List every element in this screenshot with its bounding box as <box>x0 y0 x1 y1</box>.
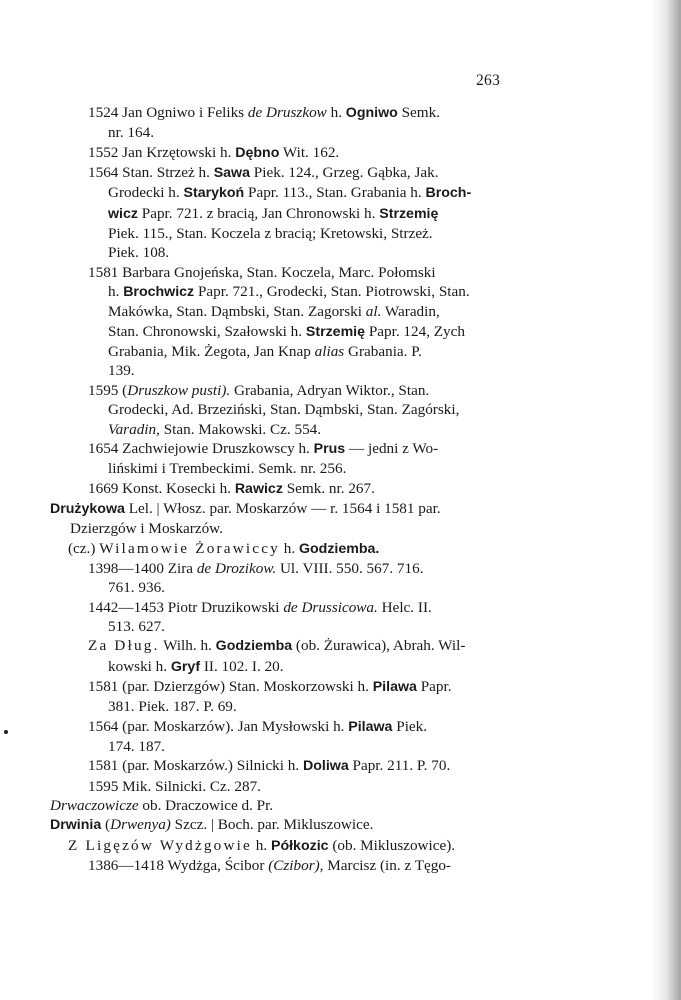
text-run: 1595 ( <box>88 381 128 399</box>
bold-term: Godziemba <box>215 638 293 655</box>
text-run: 1595 Mik. Silnicki. Cz. 287. <box>88 777 261 795</box>
text-line <box>0 756 681 776</box>
text-line <box>0 123 681 142</box>
bold-term: Brochwicz <box>123 284 195 301</box>
bold-term: Starykoń <box>183 185 245 202</box>
text-run: (cz.) <box>68 539 100 557</box>
text-run: 1581 (par. Dzierzgów) Stan. Moskorzowski h. <box>88 677 373 695</box>
text-run: ( <box>101 816 111 834</box>
text-line <box>0 737 681 756</box>
text-line <box>0 439 681 459</box>
text-run: kowski h. <box>108 657 171 675</box>
text-run: 1581 Barbara Gnojeńska, Stan. Koczela, Marc. Połomski <box>88 263 436 281</box>
text-run: Dzierzgów i Moskarzów. <box>70 520 223 538</box>
text-run: — jedni z Wo- <box>345 439 439 457</box>
page-edge-shadow <box>651 0 681 1000</box>
text-run: Papr. <box>416 677 452 695</box>
bold-term: Gryf <box>170 658 201 675</box>
text-line <box>0 183 681 203</box>
text-line <box>0 636 681 656</box>
text-run: Wit. 162. <box>279 143 340 161</box>
text-line <box>0 499 681 519</box>
text-line <box>0 361 681 380</box>
text-run: nr. 164. <box>108 124 154 142</box>
bold-term: Broch- <box>425 185 472 202</box>
text-run: Stan. Chronowski, Szałowski h. <box>108 322 306 340</box>
bold-term: Drużykowa <box>50 500 125 517</box>
italic-term: Varadin, <box>108 420 160 438</box>
text-run: h. <box>108 283 124 301</box>
text-run: 513. 627. <box>108 617 165 635</box>
spaced-term: Z Ligęzów Wydżgowie <box>68 836 252 854</box>
text-line <box>0 617 681 636</box>
text-line <box>0 717 681 737</box>
bold-term: Doliwa <box>302 758 349 775</box>
text-run: 1669 Konst. Kosecki h. <box>88 479 235 497</box>
text-run: Grodecki, Ad. Brzeziński, Stan. Dąmbski, Stan. Zagórski, <box>108 401 460 419</box>
text-line <box>0 381 681 400</box>
text-run: h. <box>279 539 299 557</box>
text-line <box>0 697 681 716</box>
text-run: (ob. Mikluszowice). <box>328 836 456 854</box>
text-run: ob. Draczowice d. Pr. <box>138 797 274 815</box>
bold-term: Sawa <box>213 165 250 182</box>
text-line <box>0 836 681 856</box>
text-run: Piek. <box>392 717 428 735</box>
text-line <box>0 578 681 597</box>
text-run: Stan. Makowski. Cz. 554. <box>159 420 322 438</box>
text-run: Grabania, Mik. Żegota, Jan Knap <box>108 343 315 361</box>
text-line <box>0 204 681 224</box>
italic-term: de Drozikow. <box>196 559 277 577</box>
text-line <box>0 302 681 321</box>
spaced-term: Za Dług. <box>88 637 160 655</box>
bold-term: Godziemba. <box>298 540 380 557</box>
text-line <box>0 103 681 123</box>
text-run: Papr. 721., Grodecki, Stan. Piotrowski, Stan. <box>194 283 470 301</box>
text-run: lińskimi i Trembeckimi. Semk. nr. 256. <box>108 460 347 478</box>
text-run: Piek. 124., Grzeg. Gąbka, Jak. <box>249 164 439 182</box>
text-run: Grodecki h. <box>108 184 184 202</box>
text-run: Piek. 108. <box>108 244 170 262</box>
page-number: 263 <box>476 72 501 89</box>
text-run: Makówka, Stan. Dąmbski, Stan. Zagorski <box>108 303 366 321</box>
bold-term: Strzemię <box>305 323 366 340</box>
text-line <box>0 322 681 342</box>
text-run: Waradin, <box>381 303 440 321</box>
text-line <box>0 519 681 538</box>
italic-term: Drwenya) <box>110 816 171 834</box>
text-run: 139. <box>108 362 135 380</box>
bold-term: wicz <box>108 205 138 222</box>
text-run: 761. 936. <box>108 579 165 597</box>
text-run: 1552 Jan Krzętowski h. <box>88 143 236 161</box>
text-line <box>0 815 681 835</box>
text-line <box>0 163 681 183</box>
text-line <box>0 777 681 796</box>
text-run: 1654 Zachwiejowie Druszkowscy h. <box>88 439 314 457</box>
text-line <box>0 677 681 697</box>
bold-term: Strzemię <box>379 205 439 222</box>
bold-term: Dębno <box>235 144 280 161</box>
text-line <box>0 559 681 578</box>
text-run: 1386—1418 Wydżga, Ścibor <box>88 857 269 875</box>
italic-term: de Drussicowa. <box>283 598 378 616</box>
text-run: Wilh. h. <box>159 637 216 655</box>
text-run: Szcz. | Boch. par. Mikluszowice. <box>170 816 374 834</box>
text-line <box>0 539 681 559</box>
text-line <box>0 263 681 282</box>
italic-term: de Druszkow <box>247 104 327 121</box>
text-run: 1398—1400 Zira <box>88 559 197 577</box>
text-run: Grabania, Adryan Wiktor., Stan. <box>230 381 430 399</box>
text-line <box>0 243 681 262</box>
text-line <box>0 143 681 163</box>
text-run: Grabania. P. <box>344 343 422 361</box>
text-run: Ul. VIII. 550. 567. 716. <box>276 559 424 577</box>
text-run: Lel. | Włosz. par. Moskarzów — r. 1564 i 1581 par. <box>124 499 441 517</box>
text-line <box>0 342 681 361</box>
text-line <box>0 856 681 875</box>
text-run: (ob. Żurawica), Abrah. Wil- <box>292 637 466 655</box>
text-line <box>0 282 681 302</box>
text-run: Papr. 113., Stan. Grabania h. <box>244 184 426 202</box>
text-line <box>0 796 681 815</box>
italic-term: Druszkow pusti). <box>127 381 231 399</box>
text-run: Helc. II. <box>377 598 432 616</box>
margin-mark <box>4 730 8 734</box>
text-line <box>0 459 681 478</box>
spaced-term: Wilamowie Żorawiccy <box>99 539 280 557</box>
text-line <box>0 224 681 243</box>
text-run: Piek. 115., Stan. Koczela z bracią; Kretowski, Strzeż. <box>108 225 433 243</box>
text-run: Papr. 124, Zych <box>365 322 465 340</box>
bold-term: Rawicz <box>234 480 283 497</box>
bold-term: Pilawa <box>348 718 393 735</box>
text-run: 381. Piek. 187. P. 69. <box>108 698 237 716</box>
text-run: h. <box>326 104 346 121</box>
text-run: 1442—1453 Piotr Druzikowski <box>88 598 284 616</box>
text-run: 1564 Stan. Strzeż h. <box>88 164 214 182</box>
italic-term: alias <box>314 343 345 361</box>
bold-term: Ogniwo <box>345 105 398 121</box>
text-run: Marcisz (in. z Tęgo- <box>323 857 451 875</box>
bold-term: Drwinia <box>50 817 102 834</box>
text-run: 1564 (par. Moskarzów). Jan Mysłowski h. <box>88 717 349 735</box>
text-run: Papr. 211. P. 70. <box>348 757 451 775</box>
bold-term: Pilawa <box>372 678 417 695</box>
text-line <box>0 420 681 439</box>
italic-term: Drwaczowicze <box>50 797 139 815</box>
text-run: h. <box>252 836 271 854</box>
text-run: 1581 (par. Moskarzów.) Silnicki h. <box>88 757 303 775</box>
bold-term: Prus <box>313 440 346 457</box>
text-run: 1524 Jan Ogniwo i Feliks <box>88 104 248 121</box>
text-line <box>0 400 681 419</box>
text-run: II. 102. I. 20. <box>200 657 284 675</box>
text-run: Papr. 721. z bracią, Jan Chronowski h. <box>137 204 380 222</box>
italic-term: (Czibor), <box>268 857 324 875</box>
italic-term: al. <box>365 303 382 321</box>
text-line <box>0 479 681 499</box>
bold-term: Półkozic <box>270 837 329 854</box>
text-run: Semk. <box>397 104 440 121</box>
text-run: Semk. nr. 267. <box>282 479 375 497</box>
text-block <box>0 103 681 875</box>
text-run: 174. 187. <box>108 738 165 755</box>
text-line <box>0 657 681 677</box>
text-line <box>0 598 681 617</box>
